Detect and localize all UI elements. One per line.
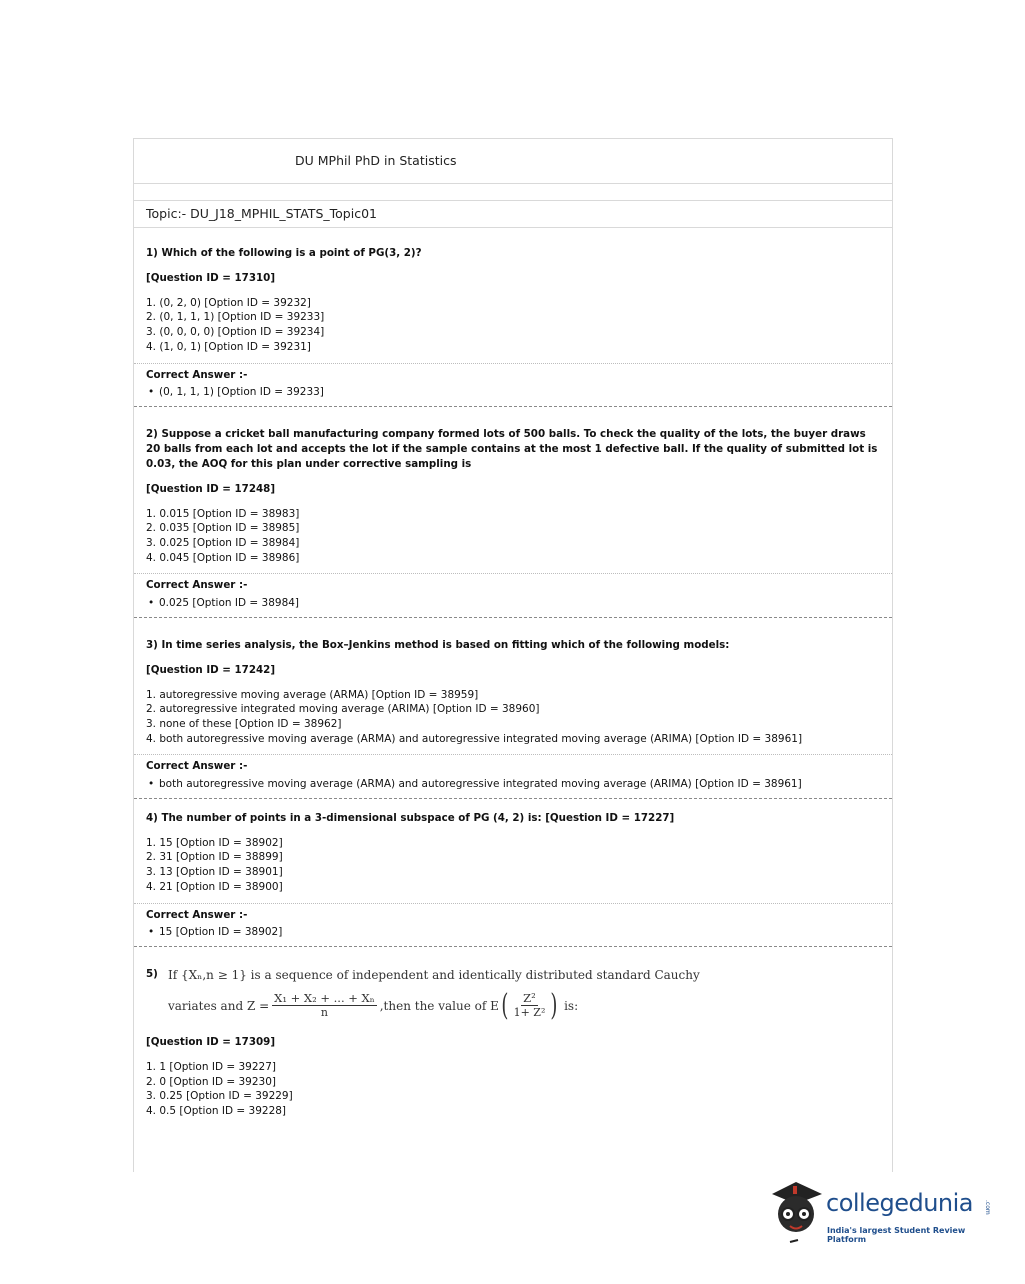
question-list [134,228,892,1119]
option: 4. both autoregressive moving average (ARMA) and autoregressive integrated moving average (ARIMA) [Option ID = 38961] [146,732,803,745]
divider [134,754,892,755]
formula-middle: ,then the value of E [379,998,499,1013]
formula-suffix: is: [564,998,579,1013]
fraction-denominator: n [320,1006,328,1020]
option: 1. 1 [Option ID = 39227] [146,1060,277,1073]
question-number: 5) [146,967,158,980]
correct-answer [146,925,880,940]
fraction [272,991,377,1021]
question-1 [146,228,880,407]
question-id: [Question ID = 17310] [146,272,276,284]
left-paren: ( [501,987,509,1023]
mascot-icon [766,1178,824,1244]
document-title: DU MPhil PhD in Statistics [295,153,457,168]
divider [134,363,892,364]
fraction-numerator: Z² [523,990,536,1005]
right-paren: ) [550,987,558,1023]
question-text: 1) Which of the following is a point of PG(3, 2)? [146,247,422,259]
bullet-icon: • [148,926,155,939]
fraction-denominator: 1+ Z² [513,1006,546,1020]
option: 1. 0.015 [Option ID = 38983] [146,507,300,520]
header-row [134,139,892,184]
bullet-icon: • [148,386,155,399]
option-list [146,296,880,355]
option: 2. 0 [Option ID = 39230] [146,1075,277,1088]
correct-answer-label: Correct Answer :- [146,760,248,773]
question-2 [146,407,880,618]
fraction [514,991,546,1021]
option: 4. 21 [Option ID = 38900] [146,880,283,893]
logo-domain: .com [984,1200,991,1215]
correct-answer-label: Correct Answer :- [146,368,248,381]
option: 4. 0.045 [Option ID = 38986] [146,551,300,564]
bullet-icon: • [148,597,155,610]
option: 2. (0, 1, 1, 1) [Option ID = 39233] [146,311,325,324]
option-list [146,836,880,895]
question-4 [146,799,880,947]
option-list [146,507,880,566]
option: 1. 15 [Option ID = 38902] [146,836,283,849]
option: 2. 0.035 [Option ID = 38985] [146,522,300,535]
question-math-line: If {Xₙ,n ≥ 1} is a sequence of independent and identically distributed standard Cauchy [168,967,700,982]
option: 3. none of these [Option ID = 38962] [146,717,342,730]
option: 4. 0.5 [Option ID = 39228] [146,1104,287,1117]
divider [134,903,892,904]
fraction-numerator: X₁ + X₂ + ... + Xₙ [274,990,375,1005]
question-id: [Question ID = 17248] [146,482,276,495]
question-formula [168,987,880,1023]
option: 2. 31 [Option ID = 38899] [146,851,283,864]
bullet-icon: • [148,778,155,791]
question-5 [146,947,880,1119]
correct-answer-text: 0.025 [Option ID = 38984] [159,597,300,610]
option: 3. 0.25 [Option ID = 39229] [146,1090,293,1103]
collegedunia-logo [766,1178,996,1248]
option: 2. autoregressive integrated moving average (ARIMA) [Option ID = 38960] [146,703,540,716]
topic-label: Topic:- DU_J18_MPHIL_STATS_Topic01 [134,201,892,228]
correct-answer [146,385,880,400]
spacer-row [134,184,892,201]
formula-prefix: variates and Z = [168,998,270,1013]
correct-answer [146,777,880,792]
logo-wordmark: collegedunia [826,1189,974,1217]
divider [134,573,892,574]
option: 1. (0, 2, 0) [Option ID = 39232] [146,296,311,309]
question-text: 3) In time series analysis, the Box–Jenkins method is based on fitting which of the following models: [146,638,730,651]
document-frame [133,138,893,1172]
question-text: 4) The number of points in a 3-dimensional subspace of PG (4, 2) is: [Question ID = 17227] [146,811,675,824]
option: 1. autoregressive moving average (ARMA) [Option ID = 38959] [146,688,479,701]
question-id: [Question ID = 17242] [146,663,276,676]
logo-tagline: India's largest Student Review Platform [827,1226,966,1244]
correct-answer-text: (0, 1, 1, 1) [Option ID = 39233] [159,386,324,399]
question-3 [146,618,880,799]
correct-answer-label: Correct Answer :- [146,579,248,592]
question-id: [Question ID = 17309] [146,1036,276,1049]
option: 3. (0, 0, 0, 0) [Option ID = 39234] [146,326,325,339]
option: 3. 13 [Option ID = 38901] [146,866,283,879]
option-list [146,1060,880,1119]
question-text: 2) Suppose a cricket ball manufacturing company formed lots of 500 balls. To check the quality of the lots, the buyer draws 20 balls from each lot and accepts the lot if the sample contains at the most 1 defective ball. If the quality of submitted lot is 0.03, the AOQ for this plan under corrective sampling is [146,427,878,470]
option: 4. (1, 0, 1) [Option ID = 39231] [146,340,311,353]
correct-answer-text: 15 [Option ID = 38902] [159,926,283,939]
correct-answer-label: Correct Answer :- [146,908,248,921]
correct-answer-text: both autoregressive moving average (ARMA) and autoregressive integrated moving average (ARIMA) [Option ID = 38961] [159,778,802,791]
correct-answer [146,596,880,611]
option-list [146,688,880,747]
option: 3. 0.025 [Option ID = 38984] [146,537,300,550]
